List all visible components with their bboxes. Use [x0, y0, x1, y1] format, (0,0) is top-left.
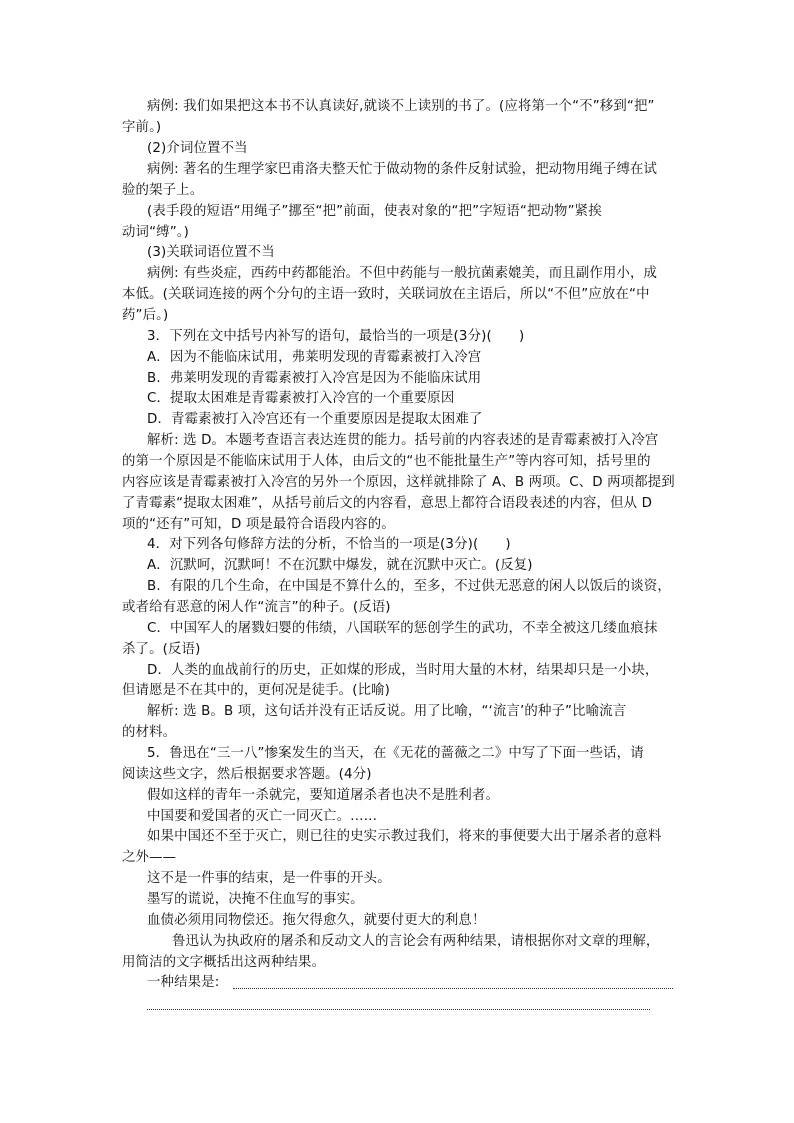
option-b: B．弗莱明发现的青霉素被打入冷宫是因为不能临床试用 — [147, 371, 482, 386]
text-line: 病例: 著名的生理学家巴甫洛夫整天忙于做动物的条件反射试验，把动物用绳子缚在试 — [147, 162, 658, 177]
prompt-line: 鲁迅认为执政府的屠杀和反动文人的言论会有两种结果，请根据你对文章的理解， — [172, 934, 660, 949]
analysis-line: 内容应该是青霉素被打入冷宫的另外一个原因，这样就排除了 A、B 两项。C、D 两项都提到 — [122, 475, 675, 490]
prompt-line: 用简洁的文字概括出这两种结果。 — [122, 955, 326, 970]
option-c-cont: 杀了。(反语) — [122, 642, 201, 657]
quote-line: 这不是一件事的结束，是一件事的开头。 — [147, 871, 391, 886]
analysis-line: 了青霉素“提取太困难”，从括号前后文的内容看，意思上都符合语段表述的内容，但从 D — [122, 496, 653, 511]
question-4: 4．对下列各句修辞方法的分析，不恰当的一项是(3分)( ) — [147, 537, 511, 552]
quote-line: 之外—— — [122, 850, 177, 865]
analysis-line: 解析: 选 B。B 项，这句话并没有正话反说。用了比喻，“‘流言’的种子”比喻流言 — [147, 704, 627, 719]
question-3: 3．下列在文中括号内补写的语句，最恰当的一项是(3分)( ) — [147, 329, 525, 344]
analysis-line: 的第一个原因是不能临床试用于人体，由后文的“也不能批量生产”等内容可知，括号里的 — [122, 454, 651, 469]
option-c: C．中国军人的屠戮妇婴的伟绩，八国联军的惩创学生的武功，不幸全被这几缕血痕抹 — [147, 621, 658, 636]
answer-blank-line-1[interactable] — [233, 988, 673, 989]
text-line: 病例: 我们如果把这本书不认真读好,就谈不上读别的书了。(应将第一个“不”移到“把” — [147, 99, 655, 114]
option-d-cont: 但请愿是不在其中的，更何况是徒手。(比喻) — [122, 683, 391, 698]
answer-label: 一种结果是: — [147, 975, 220, 990]
quote-line: 如果中国还不至于灭亡，则已往的史实示教过我们，将来的事便要大出于屠杀者的意料 — [147, 829, 662, 844]
quote-line: 墨写的谎说，决掩不住血写的事实。 — [147, 892, 364, 907]
analysis-line: 解析: 选 D。本题考查语言表达连贯的能力。括号前的内容表述的是青霉素被打入冷宫 — [147, 433, 659, 448]
analysis-line: 的材料。 — [122, 725, 177, 740]
section-heading: (2)介词位置不当 — [147, 141, 248, 156]
option-d: D．青霉素被打入冷宫还有一个重要原因是提取太困难了 — [147, 412, 483, 427]
option-a: A．因为不能临床试用，弗莱明发现的青霉素被打入冷宫 — [147, 350, 482, 365]
text-line: 本低。(关联词连接的两个分句的主语一致时，关联词放在主语后，所以“不但”应放在“中 — [122, 287, 650, 302]
text-line: 药”后。) — [122, 308, 169, 323]
option-c: C．提取太困难是青霉素被打入冷宫的一个重要原因 — [147, 391, 455, 406]
answer-blank-line-2[interactable] — [147, 1009, 650, 1010]
question-5-cont: 阅读这些文字，然后根据要求答题。(4分) — [122, 767, 372, 782]
analysis-line: 项的“还有”可知，D 项是最符合语段内容的。 — [122, 517, 395, 532]
text-line: 验的架子上。 — [122, 183, 204, 198]
option-b-cont: 或者给有恶意的闲人作“流言”的种子。(反语) — [122, 600, 391, 615]
text-line: (表手段的短语“用绳子”挪至“把”前面，使表对象的“把”字短语“把动物”紧挨 — [147, 204, 602, 219]
option-a: A．沉默呵，沉默呵！不在沉默中爆发，就在沉默中灭亡。(反复) — [147, 558, 533, 573]
option-d: D．人类的血战前行的历史，正如煤的形成，当时用大量的木材，结果却只是一小块， — [147, 663, 659, 678]
text-line: 病例: 有些炎症，西药中药都能治。不但中药能与一般抗菌素媲美，而且副作用小，成 — [147, 266, 658, 281]
option-b: B．有限的几个生命，在中国是不算什么的，至多，不过供无恶意的闲人以饭后的谈资， — [147, 579, 671, 594]
question-5: 5．鲁迅在“三一八”惨案发生的当天，在《无花的蔷薇之二》中写了下面一些话，请 — [147, 746, 644, 761]
text-line: 动词“缚”。) — [122, 225, 190, 240]
quote-line: 假如这样的青年一杀就完，要知道屠杀者也决不是胜利者。 — [147, 788, 500, 803]
section-heading: (3)关联词语位置不当 — [147, 245, 275, 260]
text-line: 字前。) — [122, 120, 162, 135]
quote-line: 中国要和爱国者的灭亡一同灭亡。…… — [147, 809, 378, 824]
quote-line: 血债必须用同物偿还。拖欠得愈久，就要付更大的利息！ — [147, 913, 486, 928]
